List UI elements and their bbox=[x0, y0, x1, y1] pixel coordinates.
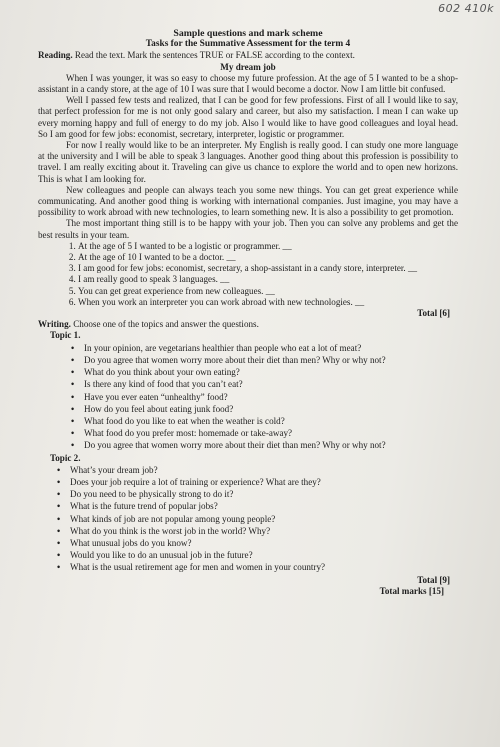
question-item: • What is the usual retirement age for men and women in your country? bbox=[70, 562, 458, 573]
question-item: • What kinds of job are not popular among young people? bbox=[70, 514, 458, 525]
document-body bbox=[38, 28, 458, 597]
reading-instruction-text: Read the text. Mark the sentences TRUE or FALSE according to the context. bbox=[74, 50, 355, 61]
true-false-statements bbox=[38, 241, 458, 308]
writing-total: Total [9] bbox=[417, 574, 450, 585]
question-item: • What food do you like to eat when the weather is cold? bbox=[84, 416, 458, 427]
total-marks: Total marks [15] bbox=[379, 585, 444, 596]
question-item: • What do you think about your own eating? bbox=[84, 367, 458, 378]
topic-1-questions bbox=[38, 343, 458, 452]
question-item: • What’s your dream job? bbox=[70, 465, 458, 476]
question-item: • Do you agree that women worry more about their diet than men? Why or why not? bbox=[84, 355, 458, 366]
topic-1-label: Topic 1. bbox=[50, 330, 81, 341]
document-title: Sample questions and mark scheme bbox=[173, 28, 323, 39]
topic-2-questions bbox=[38, 465, 458, 574]
reading-label: Reading. bbox=[38, 50, 73, 61]
question-item: • What food do you prefer most: homemade or take-away? bbox=[84, 428, 458, 439]
reading-paragraph: Well I passed few tests and realized, that I can be good for few professions. First of all I would like to say, that perfect profession for me is not only good salary and career, but also my satisfaction. I mean I can wake up every morning happy and full of energy to do my job. Also I would like to have good colleagues and loyal head. So I am good for few jobs: economist, secretary, interpreter, logistic or programmer. bbox=[38, 95, 458, 139]
reading-paragraph: The most important thing still is to be happy with your job. Then you can solve any problems and get the best results in your team. bbox=[38, 218, 458, 240]
question-item: • Would you like to do an unusual job in the future? bbox=[70, 550, 458, 561]
topic-2-label: Topic 2. bbox=[50, 452, 81, 463]
statement-item: 5. You can get great experience from new colleagues. __ bbox=[78, 286, 458, 297]
reading-paragraph: New colleagues and people can always teach you some new things. You can get great experience while communicating. And another good thing is working with international companies. Just imagine, you may have a possibility to work abroad with new technologies, to learn something new. It is also a possibility to get promotion. bbox=[38, 184, 458, 218]
question-item: • Have you ever eaten “unhealthy” food? bbox=[84, 392, 458, 403]
reading-text-title: My dream job bbox=[220, 61, 276, 72]
writing-instruction-text: Choose one of the topics and answer the questions. bbox=[73, 319, 259, 330]
statement-item: 4. I am really good to speak 3 languages. __ bbox=[78, 274, 458, 285]
reading-total: Total [6] bbox=[417, 308, 450, 319]
statement-item: 6. When you work an interpreter you can work abroad with new technologies. __ bbox=[78, 297, 458, 308]
question-item: • Is there any kind of food that you can’t eat? bbox=[84, 379, 458, 390]
question-item: • How do you feel about eating junk food? bbox=[84, 404, 458, 415]
statement-item: 1. At the age of 5 I wanted to be a logistic or programmer. __ bbox=[78, 241, 458, 252]
question-item: • In your opinion, are vegetarians healthier than people who eat a lot of meat? bbox=[84, 343, 458, 354]
statement-item: 2. At the age of 10 I wanted to be a doctor. __ bbox=[78, 252, 458, 263]
reading-instruction bbox=[38, 50, 458, 61]
question-item: • Do you need to be physically strong to do it? bbox=[70, 489, 458, 500]
writing-instruction bbox=[38, 319, 458, 330]
question-item: • Does your job require a lot of training or experience? What are they? bbox=[70, 477, 458, 488]
question-item: • What is the future trend of popular jobs? bbox=[70, 501, 458, 512]
document-subtitle: Tasks for the Summative Assessment for the term 4 bbox=[145, 39, 351, 50]
reading-paragraph: For now I really would like to be an interpreter. My English is really good. I can study one more language at the university and I will be able to speak 3 languages. Another good thing about this profession is possibility to travel. I am really exciting about it. Traveling can give us chance to explore the world and to open new horizons. This is what I am looking for. bbox=[38, 140, 458, 184]
reading-paragraph: When I was younger, it was so easy to choose my future profession. At the age of 5 I wanted to be a shop-assistant in a candy store, at the age of 10 I was sure that I would become a doctor. Now I am little bit confused. bbox=[38, 72, 458, 95]
handwritten-note: 602 410k bbox=[438, 2, 494, 15]
question-item: • What unusual jobs do you know? bbox=[70, 538, 458, 549]
statement-item: 3. I am good for few jobs: economist, secretary, a shop-assistant in a candy store, interpreter. __ bbox=[78, 263, 458, 274]
question-item: • What do you think is the worst job in the world? Why? bbox=[70, 526, 458, 537]
question-item: • Do you agree that women worry more about their diet than men? Why or why not? bbox=[84, 440, 458, 451]
writing-label: Writing. bbox=[38, 319, 71, 330]
